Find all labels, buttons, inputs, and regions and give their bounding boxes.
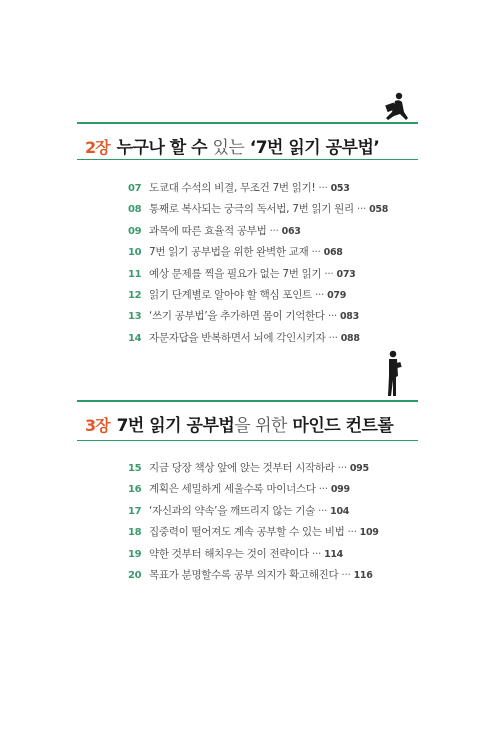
item-page: 104 [330,505,350,517]
chapter-2-title-tail: ‘7번 읽기 공부법’ [249,138,380,158]
item-title: 예상 문제를 찍을 필요가 없는 7번 읽기 [149,267,322,280]
item-page: 099 [330,484,350,496]
leader-dots: ··· [324,267,334,280]
chapter-3-title-light: 을 위한 [234,416,287,436]
leader-dots: ··· [318,483,328,496]
toc-item[interactable] [128,223,388,244]
chapter-3-title [117,416,394,436]
item-page: 068 [323,247,343,259]
toc-item[interactable] [128,266,388,287]
leader-dots: ··· [318,182,328,194]
item-number: 07 [128,183,142,194]
item-number: 11 [128,268,142,280]
item-page: 116 [353,569,373,581]
leader-dots: ··· [341,568,351,581]
item-title: 목표가 분명할수록 공부 의지가 확고해진다 [149,568,339,581]
item-page: 109 [359,527,379,539]
item-number: 13 [128,311,142,323]
toc-item[interactable] [128,244,388,265]
item-page: 095 [349,463,369,474]
item-title: 통째로 복사되는 궁극의 독서법, 7번 읽기 원리 [149,203,354,216]
standing-reading-figure [384,350,404,398]
chapter-2-heading [85,133,379,158]
item-number: 14 [128,332,142,344]
chapter-2-toc [128,180,388,351]
chapter-3-number: 3장 [85,416,110,435]
item-number: 19 [128,548,142,560]
item-number: 12 [128,289,142,301]
item-number: 09 [128,225,142,237]
item-title: 약한 것부터 해치우는 것이 전략이다 [149,547,309,560]
item-title: ‘자신과의 약속’을 깨뜨리지 않는 기술 [149,504,315,517]
toc-item[interactable] [128,330,388,351]
chapter-2-top-rule [77,122,418,124]
chapter-3-top-rule [77,400,418,402]
leader-dots: ··· [337,462,347,474]
leader-dots: ··· [327,310,337,323]
item-title: 읽기 단계별로 알아야 할 핵심 포인트 [149,288,312,301]
chapter-2-title [117,138,380,158]
item-title: 계획은 세밀하게 세울수록 마이너스다 [149,483,316,496]
item-number: 15 [128,463,142,474]
item-number: 20 [128,569,142,581]
chapter-2-title-light: 있는 [212,138,245,158]
reading-person-figure [382,92,410,122]
item-page: 053 [330,183,350,194]
item-title: 과목에 따른 효율적 공부법 [149,224,267,237]
chapter-2-bottom-rule [77,159,418,160]
toc-item[interactable] [128,524,379,545]
item-page: 083 [339,311,359,323]
leader-dots: ··· [317,504,328,517]
leader-dots: ··· [314,288,325,301]
item-title: 집중력이 떨어져도 계속 공부할 수 있는 비법 [149,526,345,539]
toc-item[interactable] [128,503,379,524]
item-title: 도쿄대 수석의 비결, 무조건 7번 읽기! [149,182,316,194]
leader-dots: ··· [328,331,338,344]
item-title: 자문자답을 반복하면서 뇌에 각인시키자 [149,331,326,344]
leader-dots: ··· [356,203,367,216]
chapter-3-heading [85,411,393,436]
item-number: 10 [128,247,142,259]
toc-item[interactable] [128,460,379,481]
leader-dots: ··· [311,246,321,259]
item-number: 17 [128,505,142,517]
item-page: 063 [281,225,301,237]
chapter-3-title-tail: 마인드 컨트롤 [292,416,394,436]
item-title: ‘쓰기 공부법’을 추가하면 몸이 기억한다 [149,310,325,323]
item-number: 08 [128,204,142,216]
toc-item[interactable] [128,287,388,308]
toc-item[interactable] [128,308,388,329]
leader-dots: ··· [347,526,357,539]
toc-item[interactable] [128,481,379,502]
item-page: 088 [340,332,360,344]
toc-item[interactable] [128,546,379,567]
leader-dots: ··· [269,224,279,237]
item-page: 114 [324,548,343,560]
item-title: 지금 당장 책상 앞에 앉는 것부터 시작하라 [149,462,335,474]
leader-dots: ··· [311,547,322,560]
item-page: 073 [336,268,356,280]
item-page: 079 [327,289,347,301]
chapter-2-number: 2장 [85,138,110,157]
chapter-2-title-bold: 누구나 할 수 [116,138,208,158]
chapter-3-title-bold: 7번 읽기 공부법 [116,416,235,436]
toc-item[interactable] [128,180,388,201]
item-number: 16 [128,484,142,496]
item-title: 7번 읽기 공부법을 위한 완벽한 교재 [149,246,309,259]
toc-item[interactable] [128,201,388,222]
chapter-3-bottom-rule [77,440,418,441]
chapter-3-toc [128,460,379,588]
item-number: 18 [128,527,142,539]
item-page: 058 [369,204,389,216]
toc-item[interactable] [128,567,379,588]
